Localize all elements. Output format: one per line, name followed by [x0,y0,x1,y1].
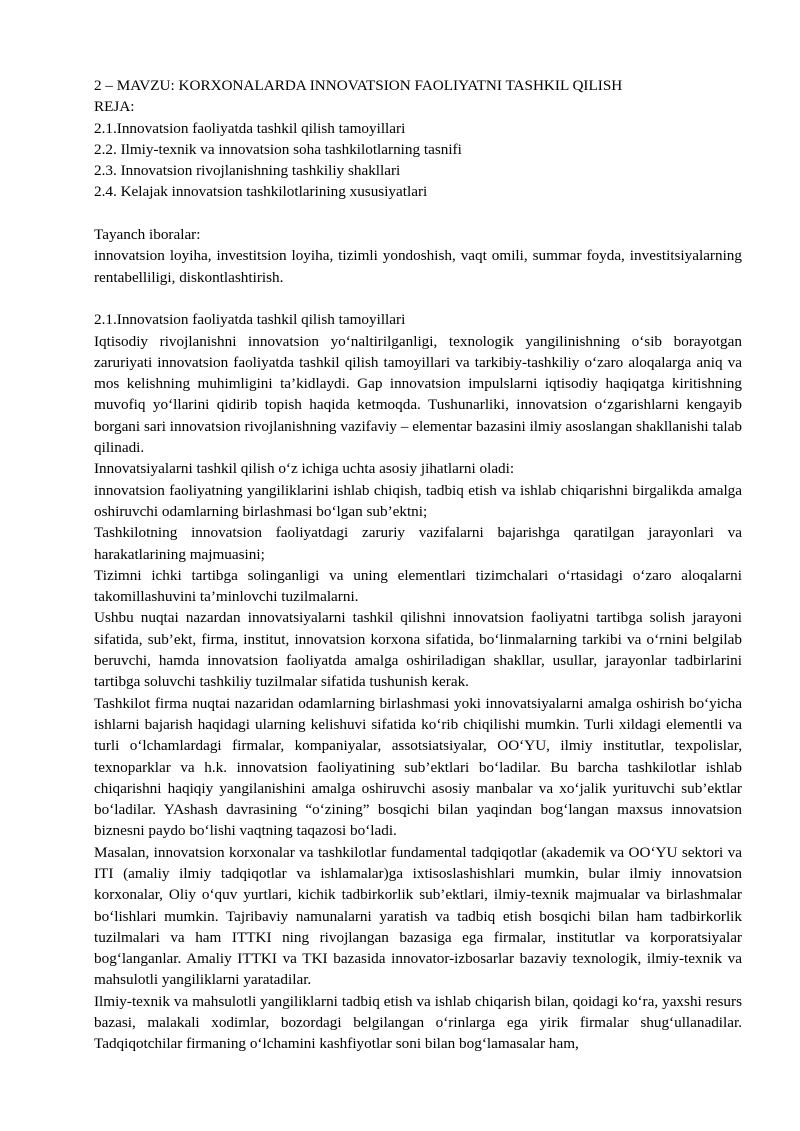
paragraph: Iqtisodiy rivojlanishni innovatsion yo‘naltirilganligi, texnologik yangilinishning o‘sib borayotgan zaruriyati innovatsion faoliyatda tashkil qilish tamoyillari va tarkibiy-tashkiliy o‘zaro aloqalarga aniq va mos kelishning muhimligini ta’kidlaydi. Gap innovatsion impulslarni iqtisodiy haqiqatga kiritishning muvofiq yo‘llarini qidirib topish haqida ketmoqda. Tushunarliki, innovatsion o‘zgarishlarni kengayib borgani sari innovatsion rivojlanishning vazifaviy – elementar bazasini ilmiy asoslangan shakllanishi talab qilinadi. [94,332,742,457]
spacer [94,203,742,224]
keywords-heading: Tayanch iboralar: [94,226,201,244]
plan-item: 2.2. Ilmiy-texnik va innovatsion soha tashkilotlarning tasnifi [94,140,462,158]
plan-item: 2.4. Kelajak innovatsion tashkilotlarining xususiyatlari [94,183,428,201]
paragraph: Masalan, innovatsion korxonalar va tashkilotlar fundamental tadqiqotlar (akademik va OO‘YU sektori va ITI (amaliy ilmiy tadqiqotlar va ishlamalar)ga ixtisoslashishlari mumkin, bular ilmiy innovatsion korxonalar, Oliy o‘quv yurtlari, kichik tadbirkorlik sub’ektlari, ilmiy-texnik majmualar va birlashmalar bo‘lishlari mumkin. Tajribaviy namunalarni yaratish va tadbiq etish bosqichi bilan ham tadbirkorlik tuzilmalari va ham ITTKI ning rivojlangan bazasiga ega firmalar, institutlar va korporatsiyalar bog‘langanlar. Amaliy ITTKI va TKI bazasida innovator-izbosarlar bazaviy texnologik, ilmiy-texnik va mahsulotli yangiliklarni yaratadilar. [94,843,742,989]
plan-item: 2.3. Innovatsion rivojlanishning tashkiliy shakllari [94,162,401,180]
section-heading: 2.1.Innovatsion faoliyatda tashkil qilish tamoyillari [94,311,406,329]
plan-heading: REJA: [94,98,135,116]
spacer [94,288,742,309]
keywords-text: innovatsion loyiha, investitsion loyiha, tizimli yondoshish, vaqt omili, summar foyda, investitsiyalarning rentabelliligi, diskontlashtirish. [94,247,742,286]
paragraph: innovatsion faoliyatning yangiliklarini ishlab chiqish, tadbiq etish va ishlab chiqarishni birgalikda amalga oshiruvchi odamlarning birlashmasi bo‘lgan sub’ektni; [94,481,742,520]
plan-item: 2.1.Innovatsion faoliyatda tashkil qilish tamoyillari [94,119,406,137]
document-page [94,75,742,1055]
document-title: 2 – MAVZU: KORXONALARDA INNOVATSION FAOLIYATNI TASHKIL QILISH [94,77,623,94]
paragraph: Tashkilotning innovatsion faoliyatdagi zaruriy vazifalarni bajarishga qaratilgan jarayonlari va harakatlarining majmuasini; [94,524,742,563]
paragraph: Ilmiy-texnik va mahsulotli yangiliklarni tadbiq etish va ishlab chiqarish bilan, qoidagi ko‘ra, yaxshi resurs bazasi, malakali xodimlar, bozordagi belgilangan o‘rinlarga ega yirik firmalar shug‘ullanadilar. Tadqiqotchilar firmaning o‘lchamini kashfiyotlar soni bilan bog‘lamasalar ham, [94,992,742,1053]
paragraph: Tashkilot firma nuqtai nazaridan odamlarning birlashmasi yoki innovatsiyalarni amalga oshirish bo‘yicha ishlarni bajarish haqidagi ularning kelishuvi sifatida ko‘rib chiqilishi mumkin. Turli xildagi elementli va turli o‘lchamlardagi firmalar, kompaniyalar, assotsiatsiyalar, OO‘YU, ilmiy institutlar, texpolislar, texnoparklar va h.k. innovatsion faoliyatining sub’ektlari bo‘ladilar. Bu barcha tashkilotlar ishlab chiqarishni haqiqiy yangilanishini amalga oshiruvchi asosiy manbalar va xo‘jalik yurituvchi sub’ektlar bo‘ladilar. YAshash davrasining “o‘zining” bosqichi bilan yaqindan bog‘langan maxsus innovatsion biznesni paydo bo‘lishi vaqtning taqazosi bo‘ladi. [94,694,742,840]
paragraph: Tizimni ichki tartibga solinganligi va uning elementlari tizimchalari o‘rtasidagi o‘zaro aloqalarni takomillashuvini ta’minlovchi tuzilmalarni. [94,566,742,606]
paragraph: Innovatsiyalarni tashkil qilish o‘z ichiga uchta asosiy jihatlarni oladi: [94,460,515,478]
paragraph: Ushbu nuqtai nazardan innovatsiyalarni tashkil qilishni innovatsion faoliyatni tartibga solish jarayoni sifatida, sub’ekt, firma, institut, innovatsion korxona sifatida, bo‘linmalarning tarkibi va o‘rnini belgilab beruvchi, hamda innovatsion faoliyatda amalga oshiriladigan shakllar, usullar, jarayonlar tadbirlarini tartibga soluvchi tashkiliy tuzilmalar sifatida tushunish kerak. [94,609,742,691]
